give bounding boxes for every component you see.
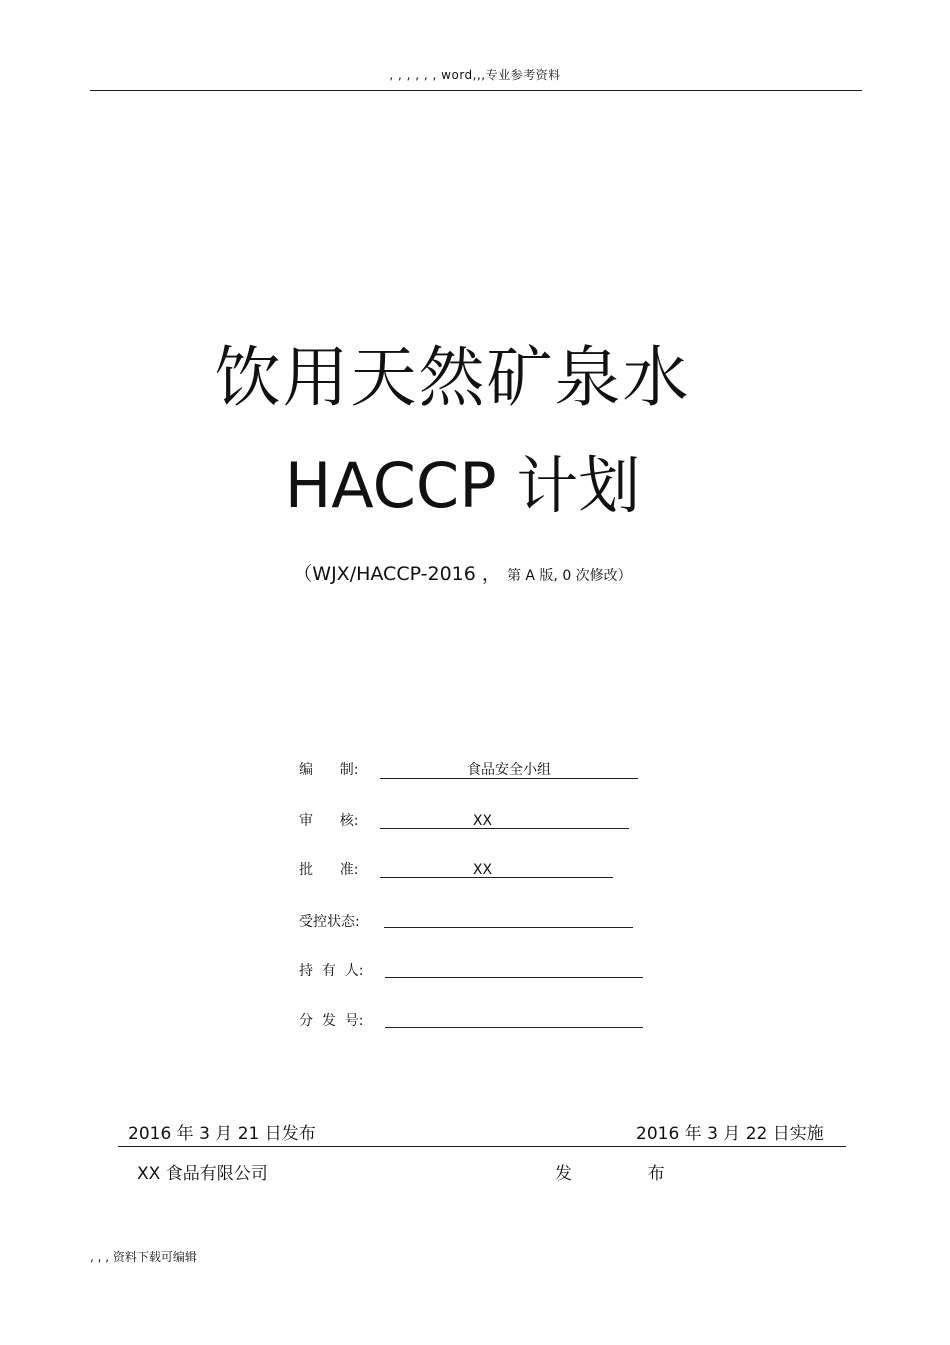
field-label-reviewer: 审 核:	[299, 813, 359, 829]
field-label-control-status: 受控状态:	[299, 914, 360, 930]
field-line-reviewer	[380, 828, 629, 829]
issue-label: 发 布	[555, 1164, 665, 1184]
page-header-text: , , , , , , word,,,专业参考资料	[389, 68, 561, 82]
field-line-compiler	[380, 778, 638, 779]
issue-date: 2016 年 3 月 21 日发布	[128, 1124, 316, 1144]
field-label-compiler: 编 制:	[299, 762, 359, 778]
field-line-approver	[380, 877, 613, 878]
field-value-approver: XX	[472, 862, 493, 878]
company-name: XX 食品有限公司	[137, 1164, 268, 1184]
field-line-distribution-no	[385, 1027, 643, 1028]
field-value-compiler: 食品安全小组	[467, 762, 551, 778]
field-label-approver: 批 准:	[299, 862, 359, 878]
field-label-holder: 持 有 人:	[299, 963, 364, 979]
effective-date: 2016 年 3 月 22 日实施	[636, 1124, 824, 1144]
document-code	[0, 560, 925, 590]
document-title: 饮用天然矿泉水	[214, 339, 691, 416]
document-revision: 第 A 版, 0 次修改）	[506, 568, 632, 584]
page-footer-text: , , , 资料下载可编辑	[90, 1250, 197, 1264]
header-divider	[90, 90, 862, 91]
dates-divider	[118, 1146, 846, 1147]
field-line-holder	[385, 977, 643, 978]
field-value-reviewer: XX	[472, 813, 493, 829]
document-subtitle: HACCP 计划	[284, 449, 641, 522]
document-code-number: （WJX/HACCP-2016 ，	[293, 563, 501, 585]
field-line-control-status	[384, 927, 633, 928]
field-label-distribution-no: 分 发 号:	[299, 1013, 364, 1029]
